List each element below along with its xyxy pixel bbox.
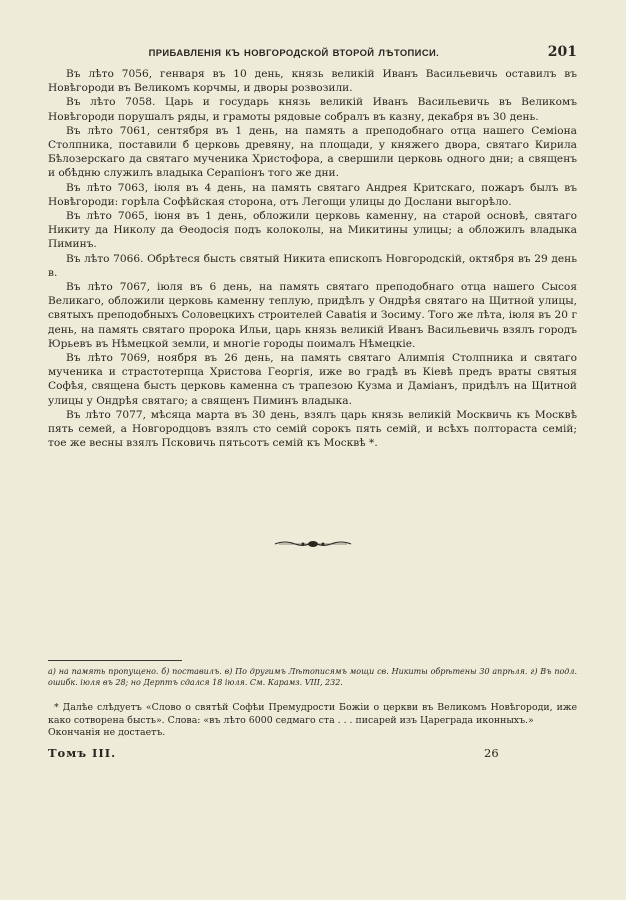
entry-7077: Въ лѣто 7077, мѣсяца марта въ 30 день, взялъ царь князь великій Москвичь къ Москвѣ пять семей, а Новгородцовъ взялъ сто семій сорокъ пять семій, и всѣхъ полтораста семій; тое же весны взялъ Псковичь пятьсотъ семій къ Москвѣ *. bbox=[48, 408, 577, 450]
running-title: ПРИБАВЛЕНІЯ КЪ НОВГОРОДСКОЙ ВТОРОЙ ЛѢТОПИСИ. bbox=[148, 47, 440, 58]
footnotes bbox=[48, 666, 577, 688]
footnote-text: а) на память пропущено. б) поставилъ. в) По другимъ Лѣтописямъ мощи св. Никиты обрѣтены 30 апрѣля. г) Въ подл. ошибк. іюля въ 28; но Дерптъ сдался 18 іюля. См. Карамз. VIII, 232. bbox=[48, 667, 577, 687]
volume-label: Томъ III. bbox=[48, 746, 117, 760]
ornamental-divider bbox=[0, 538, 626, 550]
running-header bbox=[48, 44, 577, 60]
entry-7066: Въ лѣто 7066. Обрѣтеся бысть святый Никита епископъ Новгородскій, октября въ 29 день в. bbox=[48, 252, 577, 279]
entry-7063: Въ лѣто 7063, іюля въ 4 день, на память святаго Андрея Критскаго, пожаръ былъ въ Новѣгороди: горѣла Софѣйская сторона, отъ Легощи улицы до Дослани выгорѣло. bbox=[48, 181, 577, 208]
remark-ending: Окончанія не достаетъ. bbox=[48, 727, 166, 739]
entry-7069: Въ лѣто 7069, ноября въ 26 день, на память святаго Алимпія Столпника и святаго мученика и страстотерпца Христова Георгія, иже во градѣ въ Кіевѣ предъ враты святыя Софѣя, священа бысть церковь каменна съ трапезою Кузма и Даміанъ, придѣлъ на Щитной улицы у Ондрѣя святаго; а священъ Пиминъ владыка. bbox=[48, 352, 577, 407]
entry-7065: Въ лѣто 7065, іюня въ 1 день, обложили церковь каменну, на старой основѣ, святаго Никиту да Николу да Ѳеодосія подъ колоколы, на Микитины улицы; а обложилъ владыка Пиминъ. bbox=[48, 210, 577, 251]
entry-7058: Въ лѣто 7058. Царь и государь князь великій Иванъ Васильевичь въ Великомъ Новѣгороди порушалъ ряды, и грамоты рядовые собралъ въ казну, декабря въ 30 день. bbox=[48, 96, 577, 123]
signature-mark: 26 bbox=[484, 746, 499, 760]
entry-7056: Въ лѣто 7056, генваря въ 10 день, князь великій Иванъ Васильевичь оставилъ въ Новѣгороди въ Великомъ корчмы, и дворы розвозили. bbox=[48, 68, 577, 95]
editorial-remark bbox=[48, 702, 577, 740]
remark-text: * Далѣе слѣдуетъ «Слово о святѣй Софѣи Премудрости Божіи о церкви въ Великомъ Новѣгороди, иже како сотворена бысть». Слова: «въ лѣто 6000 седмаго ста . . . писарей изъ Цареграда иконныхъ.» bbox=[48, 702, 577, 726]
chronicle-text bbox=[48, 67, 577, 450]
page-number: 201 bbox=[547, 44, 577, 60]
entry-7061: Въ лѣто 7061, сентября въ 1 день, на память а преподобнаго отца нашего Семіона Столпника, поставили б церковь древяну, на площади, у княжего двора, святаго Кирила Бѣлозерскаго да святаго мученика Христофора, а свершили церковь одного дни; а священъ и обѣдню служилъ владыка Серапіонъ того же дни. bbox=[48, 124, 577, 180]
entry-7067: Въ лѣто 7067, іюля въ 6 день, на память святаго преподобнаго отца нашего Сысоя Великаго, обложили церковь каменну теплую, придѣлъ у Ондрѣя святаго на Щитной улицы, святыхъ преподобныхъ Соловецкихъ строителей Савatія и Зосиму. Того же лѣта, іюля въ 20 г день, на память святаго пророка Ильи, царь князь великій Иванъ Васильевичь взялъ городъ Юрьевъ въ Нѣмецкой земли, и многіе городы поималъ Нѣмецкіе. bbox=[48, 281, 577, 350]
flourish-icon bbox=[273, 538, 353, 550]
footnote-rule bbox=[48, 660, 182, 661]
